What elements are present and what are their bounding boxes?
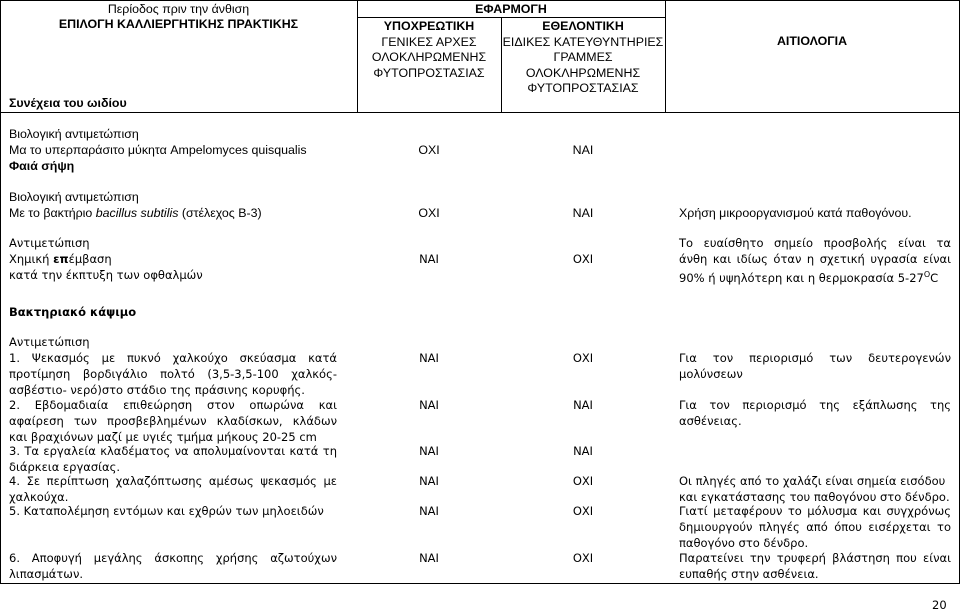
chem-line2-a: Χημική — [9, 252, 54, 266]
voluntary-line: ΓΡΑΜΜΕΣ — [553, 50, 613, 65]
bio1-mandatory: ΟΧΙ — [418, 143, 440, 157]
chem-justification-line2: άνθη και ιδίως όταν η σχετική υγρασία είναι — [679, 252, 951, 266]
item-5-justification — [679, 503, 951, 552]
item-line: 2. Εβδομαδιαία επιθεώρηση στον οπωρώνα και — [9, 398, 337, 412]
chem-justification-line3 — [679, 267, 938, 286]
bio2-line2-post: (στέλεχος Β-3) — [178, 206, 262, 220]
header-app-divider — [357, 17, 665, 18]
chem-line2-b: επ — [53, 252, 69, 266]
item-6-mandatory: ΝΑΙ — [419, 551, 439, 565]
page-number: 20 — [932, 598, 947, 612]
item-line: 5. Καταπολέμηση εντόμων και εχθρών των μηλοειδών — [9, 504, 324, 518]
voluntary-line: ΕΙΔΙΚΕΣ ΚΑΤΕΥΘΥΝΤΗΡΙΕΣ — [502, 34, 664, 49]
bio1-voluntary: ΝΑΙ — [572, 143, 594, 157]
bio2-voluntary: ΝΑΙ — [572, 206, 594, 220]
item-line: 1. Ψεκασμός με πυκνό χαλκούχο σκεύασμα κατά — [9, 351, 337, 365]
bio2-justification: Χρήση μικροοργανισμού κατά παθογόνου. — [679, 206, 912, 220]
just-line: δημιουργούν πληγές από όπου εισέρχεται το — [679, 520, 951, 535]
chem-voluntary: ΟΧΙ — [572, 252, 594, 266]
col-divider-3 — [665, 0, 666, 113]
bio2-line1: Βιολογική αντιμετώπιση — [9, 190, 139, 204]
item-line: ασβέστιο- νερό)στο στάδιο της πράσινης κορυφής. — [9, 383, 305, 398]
item-line: 6. Αποφυγή μεγάλης άσκοπης χρήσης αζωτούχων — [9, 551, 337, 565]
bio2-species: bacillus subtilis — [95, 206, 179, 220]
chem-line3: κατά την έκπτυξη των οφθαλμών — [9, 268, 203, 282]
chem-line2 — [9, 251, 112, 267]
just-line: Για τον περιορισμό των δευτερογενών — [679, 351, 951, 365]
item-2-mandatory: ΝΑΙ — [419, 398, 439, 412]
table-border-bottom — [0, 583, 960, 584]
item-3-voluntary: ΝΑΙ — [573, 444, 593, 458]
voluntary-line: ΟΛΟΚΛΗΡΩΜΕΝΗΣ — [525, 65, 641, 80]
table-border-top — [0, 0, 960, 1]
bacterial-heading: Βακτηριακό κάψιμο — [9, 305, 137, 319]
item-1-voluntary: ΟΧΙ — [572, 351, 594, 365]
application-heading: ΕΦΑΡΜΟΓΗ — [475, 2, 547, 16]
item-3-mandatory: ΝΑΙ — [419, 444, 439, 458]
just-line: μολύνσεων — [679, 367, 743, 382]
bacterial-treatment-label: Αντιμετώπιση — [9, 335, 90, 349]
item-line: προτίμηση βορδιγάλιο πολτό (3,5-3,5-100 χαλκός- — [9, 367, 337, 382]
bio2-mandatory: ΟΧΙ — [418, 206, 440, 220]
mandatory-line: ΓΕΝΙΚΕΣ ΑΡΧΕΣ — [381, 34, 477, 49]
table-border-left — [0, 0, 1, 584]
item-line: διάρκεια εργασίας. — [9, 460, 120, 475]
bacterial-item-4 — [9, 473, 337, 505]
item-5-mandatory: ΝΑΙ — [419, 504, 439, 518]
item-1-mandatory: ΝΑΙ — [419, 351, 439, 365]
bacterial-item-3 — [9, 443, 337, 475]
chem-line1: Αντιμετώπιση — [9, 236, 90, 250]
celsius-unit: C — [930, 270, 939, 285]
bio2-line2-pre: Με το βακτήριο — [9, 206, 96, 220]
item-line: λιπασμάτων. — [9, 567, 84, 582]
mandatory-title: ΥΠΟΧΡΕΩΤΙΚΗ — [383, 19, 475, 33]
just-line: και εγκατάστασης του παθογόνου στο δένδρο. — [679, 490, 950, 505]
bacterial-item-5 — [9, 503, 349, 519]
just-line: ευπαθής στην ασθένεια. — [679, 567, 819, 582]
period-label: Περίοδος πριν την άνθιση — [107, 2, 250, 16]
item-1-justification — [679, 350, 951, 382]
bio1-line1: Βιολογική αντιμετώπιση — [9, 127, 139, 141]
just-line: Γιατί μεταφέρουν το μόλυσμα και συγχρόνως — [679, 504, 951, 518]
item-4-justification — [679, 473, 951, 505]
justification-column-header: ΑΙΤΙΟΛΟΓΙΑ — [776, 34, 848, 48]
just-line: ασθένειας. — [679, 414, 742, 429]
item-line: 3. Τα εργαλεία κλαδέματος να απολυμαίνονται κατά τη — [9, 444, 337, 458]
item-6-justification — [679, 550, 951, 582]
item-4-voluntary: ΟΧΙ — [572, 474, 594, 488]
bacterial-item-6 — [9, 550, 337, 582]
item-4-mandatory: ΝΑΙ — [419, 474, 439, 488]
degree-superscript: Ο — [923, 270, 931, 279]
chem-mandatory: ΝΑΙ — [419, 252, 439, 266]
item-2-justification — [679, 397, 951, 429]
mandatory-line: ΟΛΟΚΛΗΡΩΜΕΝΗΣ — [371, 50, 487, 65]
bacterial-item-1 — [9, 350, 337, 399]
chem-justification-line1: Το ευαίσθητο σημείο προσβολής είναι τα — [679, 236, 951, 250]
item-line: και βραχιόνων μαζί με υγιές τμήμα μήκους 20-25 cm — [9, 430, 317, 445]
mandatory-column-header — [357, 19, 501, 81]
item-5-voluntary: ΟΧΙ — [572, 504, 594, 518]
continuation-heading: Συνέχεια του ωιδίου — [9, 96, 127, 110]
brown-rot-heading: Φαιά σήψη — [9, 159, 75, 173]
just-line: Οι πληγές από το χαλάζι είναι σημεία εισόδου — [679, 474, 946, 488]
bio1-line2: Μα το υπερπαράσιτο μύκητα Ampelomyces quisqualis — [9, 143, 307, 157]
item-2-voluntary: ΝΑΙ — [573, 398, 593, 412]
header-bottom-divider — [0, 112, 960, 113]
item-line: αφαίρεση των προσβεβλημένων κλαδίσκων, κλάδων — [9, 414, 337, 429]
voluntary-title: ΕΘΕΛΟΝΤΙΚΗ — [542, 19, 624, 33]
item-line: χαλκούχα. — [9, 490, 69, 505]
just-line: Για τον περιορισμό της εξάπλωσης της — [679, 398, 951, 412]
bio2-line2 — [9, 206, 262, 222]
mandatory-line: ΦΥΤΟΠΡΟΣΤΑΣΙΑΣ — [373, 65, 485, 80]
practice-choice-heading: ΕΠΙΛΟΓΗ ΚΑΛΛΙΕΡΓΗΤΙΚΗΣ ΠΡΑΚΤΙΚΗΣ — [58, 17, 299, 31]
bacterial-item-2 — [9, 397, 337, 446]
voluntary-line: ΦΥΤΟΠΡΟΣΤΑΣΙΑΣ — [527, 81, 639, 96]
just-line: Παρατείνει την τρυφερή βλάστηση που είναι — [679, 551, 951, 565]
voluntary-column-header — [501, 19, 665, 97]
item-line: 4. Σε περίπτωση χαλαζόπτωσης αμέσως ψεκασμός με — [9, 474, 337, 488]
just-line: παθογόνο στο δένδρο. — [679, 536, 809, 551]
chem-just-text: 90% ή υψηλότερη και η θερμοκρασία 5-27 — [679, 270, 924, 285]
chem-line2-c: έμβαση — [68, 252, 112, 266]
item-6-voluntary: ΟΧΙ — [572, 551, 594, 565]
